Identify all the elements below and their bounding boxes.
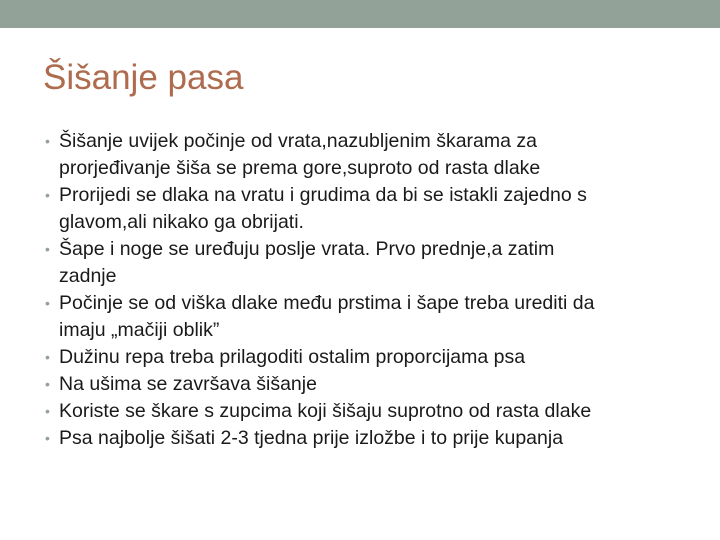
bullet-icon: •	[45, 241, 50, 257]
bullet-text: Koriste se škare s zupcima koji šišaju suprotno od rasta dlake	[59, 400, 592, 422]
bullet-item	[45, 290, 695, 344]
bullet-icon: •	[45, 430, 50, 446]
bullet-list	[45, 128, 695, 452]
bullet-item	[45, 128, 695, 182]
bullet-icon: •	[45, 187, 50, 203]
bullet-icon: •	[45, 376, 50, 392]
bullet-text: Dužinu repa treba prilagoditi ostalim proporcijama psa	[59, 346, 526, 368]
bullet-item	[45, 236, 695, 290]
bullet-text-continued: prorjeđivanje šiša se prema gore,suproto od rasta dlake	[59, 157, 541, 179]
bullet-item	[45, 344, 695, 371]
bullet-icon: •	[45, 349, 50, 365]
bullet-item	[45, 398, 695, 425]
bullet-text-continued: zadnje	[59, 265, 117, 287]
bullet-text: Na ušima se završava šišanje	[59, 373, 317, 395]
bullet-item	[45, 425, 695, 452]
bullet-text-continued: glavom,ali nikako ga obrijati.	[59, 211, 304, 233]
bullet-icon: •	[45, 403, 50, 419]
bullet-icon: •	[45, 295, 50, 311]
bullet-item	[45, 371, 695, 398]
bullet-text-continued: imaju „mačiji oblik”	[59, 319, 220, 341]
bullet-text: Počinje se od viška dlake među prstima i šape treba urediti da	[59, 292, 595, 314]
bullet-text: Psa najbolje šišati 2-3 tjedna prije izložbe i to prije kupanja	[59, 427, 564, 449]
bullet-text: Šape i noge se uređuju poslje vrata. Prvo prednje,a zatim	[59, 238, 555, 260]
bullet-item	[45, 182, 695, 236]
bullet-icon: •	[45, 133, 50, 149]
bullet-text: Šišanje uvijek počinje od vrata,nazubljenim škarama za	[59, 130, 537, 152]
bullet-text: Prorijedi se dlaka na vratu i grudima da bi se istakli zajedno s	[59, 184, 587, 206]
accent-bar	[0, 0, 720, 28]
slide-title: Šišanje pasa	[43, 58, 244, 97]
